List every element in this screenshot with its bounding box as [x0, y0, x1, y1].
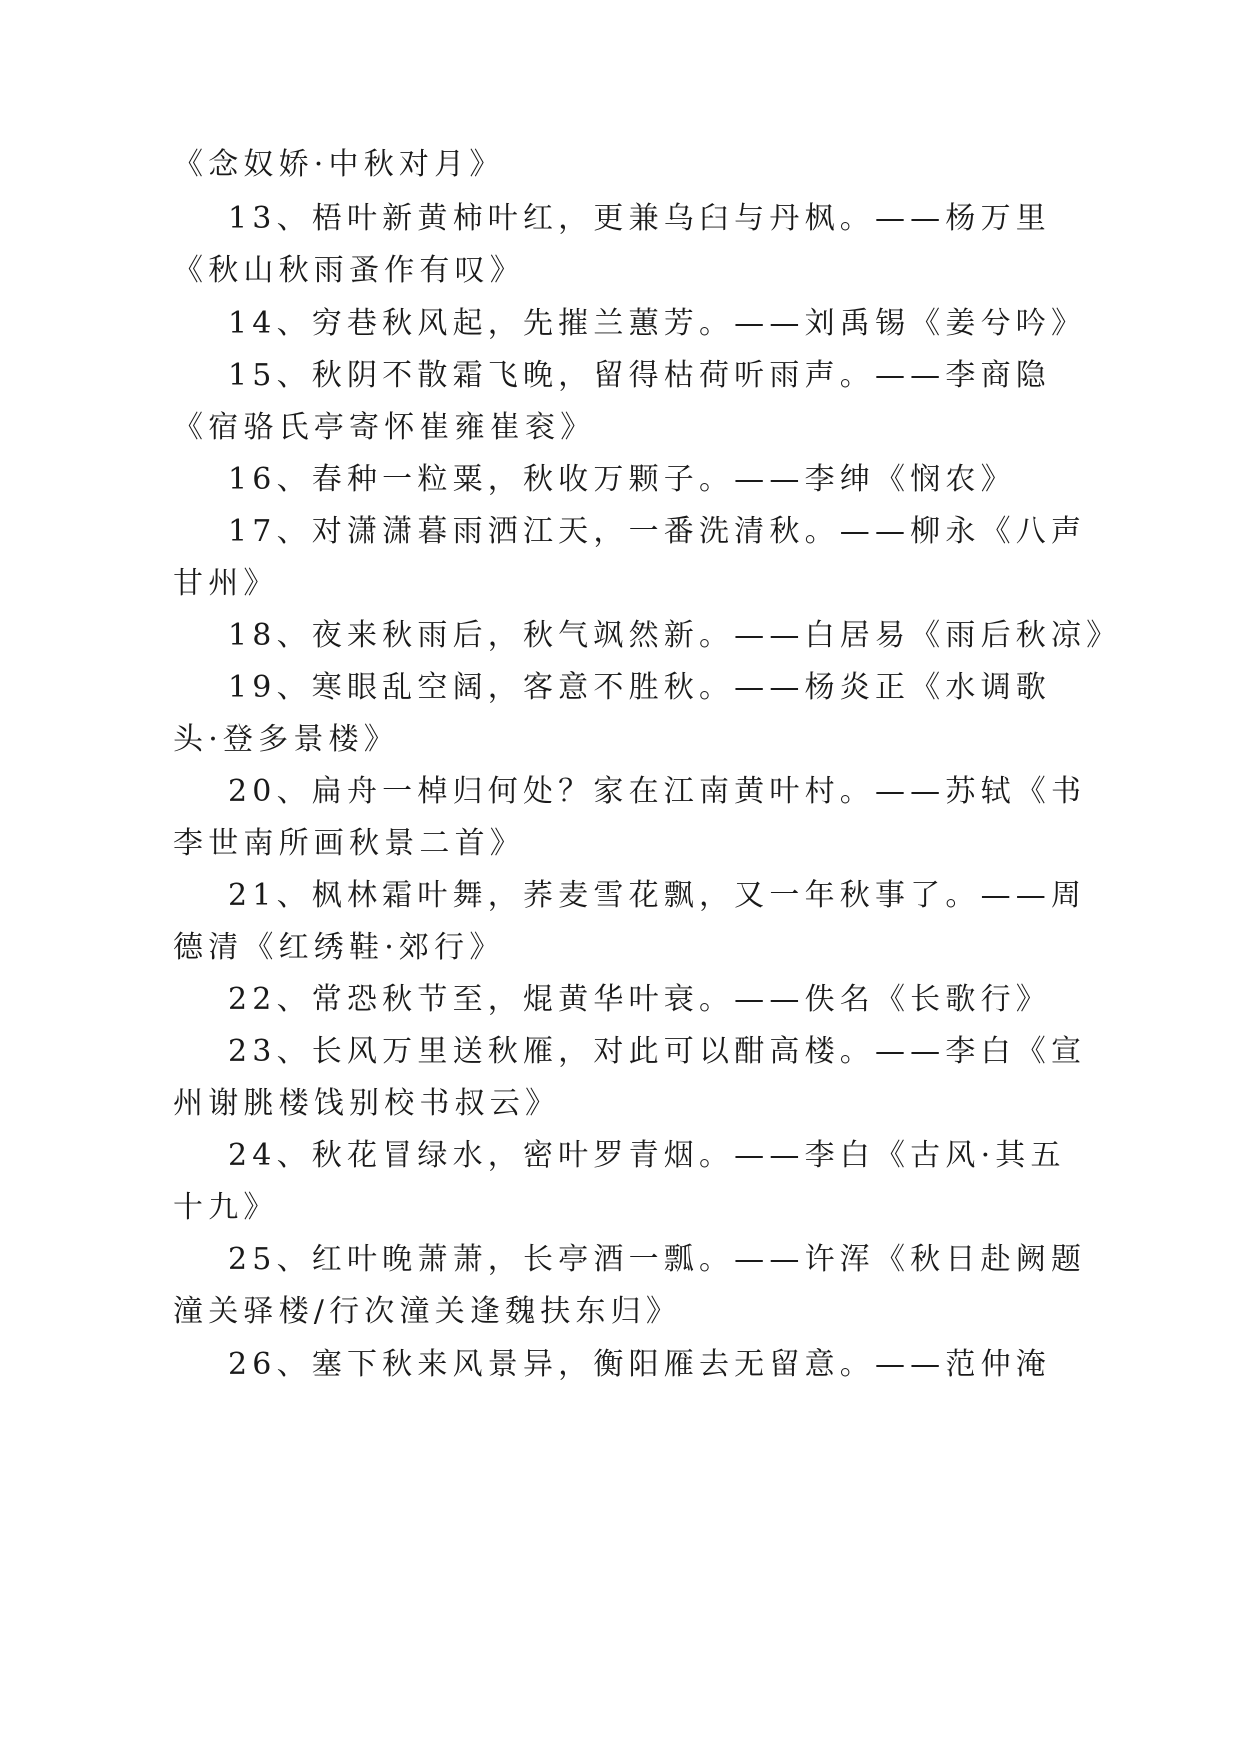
text-line: 24、秋花冒绿水，密叶罗青烟。——李白《古风·其五	[228, 1138, 1066, 1173]
text-line: 头·登多景楼》	[173, 722, 399, 757]
text-line: 17、对潇潇暮雨洒江天，一番洗清秋。——柳永《八声	[228, 514, 1087, 549]
text-line: 13、梧叶新黄柿叶红，更兼乌臼与丹枫。——杨万里	[228, 201, 1051, 236]
text-line: 20、扁舟一棹归何处？家在江南黄叶村。——苏轼《书	[228, 774, 1087, 809]
text-line: 22、常恐秋节至，焜黄华叶衰。——佚名《长歌行》	[228, 982, 1051, 1017]
text-line: 《秋山秋雨蚤作有叹》	[173, 253, 525, 288]
text-line: 《念奴娇·中秋对月》	[173, 147, 505, 182]
text-line: 十九》	[173, 1190, 279, 1225]
text-line: 甘州》	[173, 566, 279, 601]
text-line: 15、秋阴不散霜飞晚，留得枯荷听雨声。——李商隐	[228, 358, 1051, 393]
text-line: 18、夜来秋雨后，秋气飒然新。——白居易《雨后秋凉》	[228, 618, 1122, 653]
text-line: 州谢朓楼饯别校书叔云》	[173, 1086, 561, 1121]
text-line: 16、春种一粒粟，秋收万颗子。——李绅《悯农》	[228, 462, 1016, 497]
text-line: 德清《红绣鞋·郊行》	[173, 930, 505, 965]
text-line: 李世南所画秋景二首》	[173, 826, 525, 861]
text-line: 21、枫林霜叶舞，荞麦雪花飘，又一年秋事了。——周	[228, 878, 1087, 913]
text-line: 潼关驿楼/行次潼关逢魏扶东归》	[173, 1294, 682, 1329]
text-line: 19、寒眼乱空阔，客意不胜秋。——杨炎正《水调歌	[228, 670, 1051, 705]
text-line: 26、塞下秋来风景异，衡阳雁去无留意。——范仲淹	[228, 1347, 1051, 1382]
text-line: 25、红叶晚萧萧，长亭酒一瓢。——许浑《秋日赴阙题	[228, 1242, 1087, 1277]
text-line: 14、穷巷秋风起，先摧兰蕙芳。——刘禹锡《姜兮吟》	[228, 306, 1087, 341]
text-line: 23、长风万里送秋雁，对此可以酣高楼。——李白《宣	[228, 1034, 1087, 1069]
text-line: 《宿骆氏亭寄怀崔雍崔衮》	[173, 410, 596, 445]
